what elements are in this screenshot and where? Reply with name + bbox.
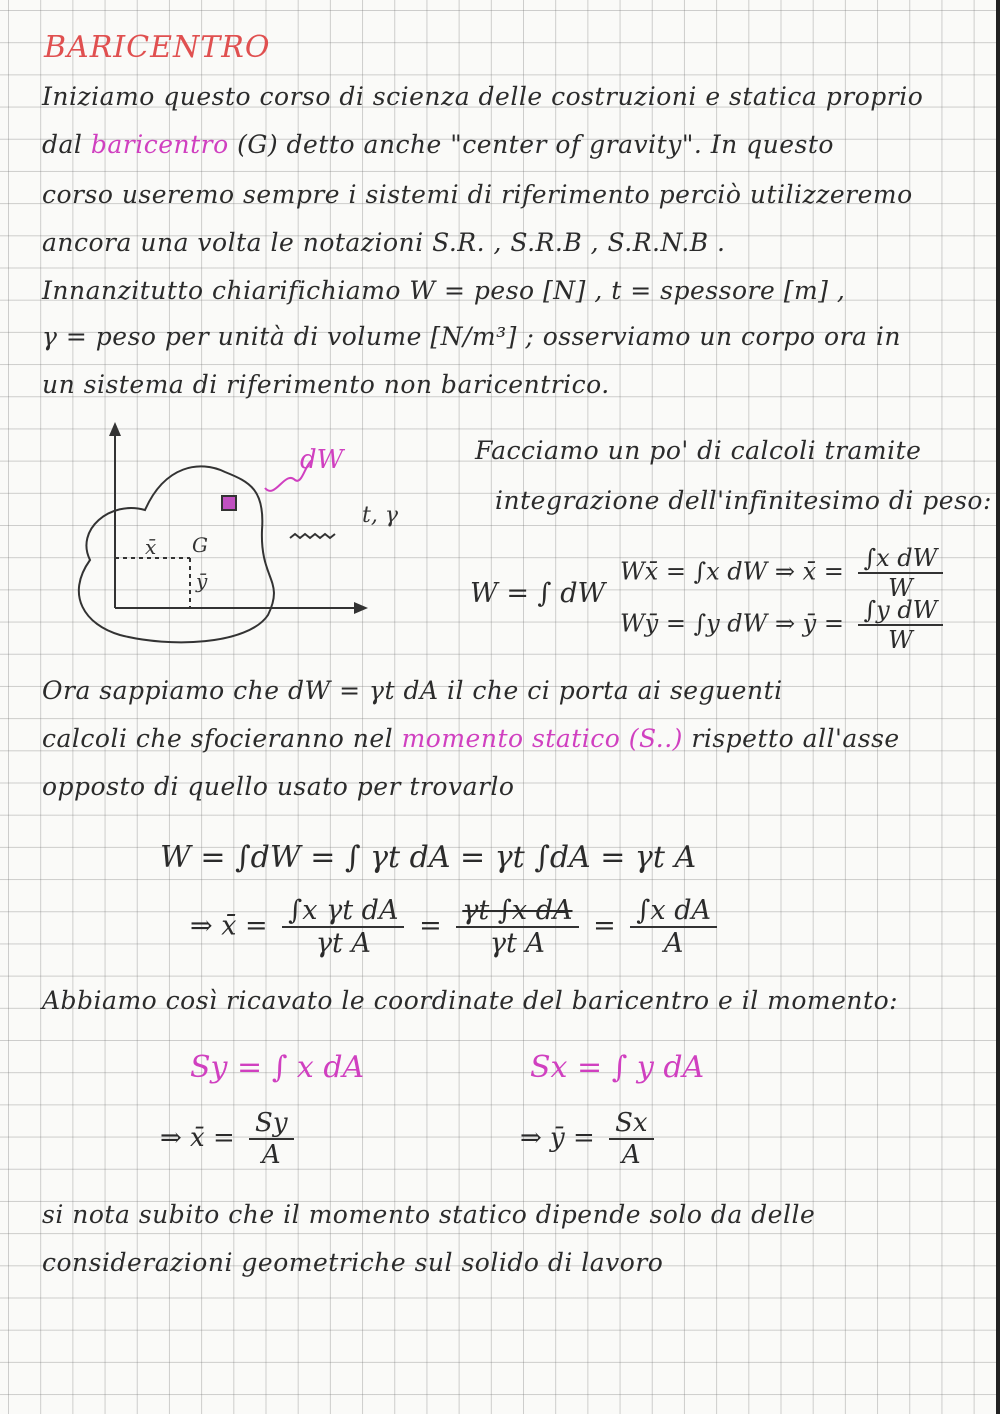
ybar-sx-den: A [621, 1140, 641, 1170]
momento-statico-term: momento statico (S..) [401, 724, 683, 753]
w-integral: W = ∫ dW [470, 578, 606, 609]
weight-equation: W = ∫dW = ∫ γt dA = γt ∫dA = γt A [160, 840, 697, 875]
xbar-frac-3-den: A [663, 928, 684, 959]
xbar-derivation-text: Wx̄ = ∫x dW ⇒ x̄ = [620, 557, 844, 586]
ybar-derivation-text: Wȳ = ∫y dW ⇒ ȳ = [620, 609, 844, 638]
ybar-denominator: W [888, 626, 913, 654]
intro-line-4: ancora una volta le notazioni S.R. , S.R.B , S.R.N.B . [42, 228, 726, 257]
xbar-label: x̄ [145, 535, 157, 559]
intro-line-2-b: (G) detto anche "center of gravity". In questo [237, 130, 834, 159]
ybar-label: ȳ [196, 569, 208, 593]
intro-line-7: un sistema di riferimento non baricentrico. [42, 370, 610, 399]
dw-label: dW [300, 445, 344, 475]
ybar-from-sx [520, 1108, 660, 1170]
body-outline [79, 466, 274, 642]
ybar-sx-num: Sx [609, 1108, 653, 1140]
xbar-sy-fraction [249, 1108, 294, 1170]
mid-line-3: opposto di quello usato per trovarlo [42, 772, 515, 801]
xbar-frac-1 [282, 895, 404, 959]
final-line-1: si nota subito che il momento statico dipende solo da delle [42, 1200, 816, 1229]
mid-line-2-a: calcoli che sfocieranno nel [42, 724, 394, 753]
sx-formula: Sx = ∫ y dA [530, 1050, 705, 1085]
xbar-frac-2 [456, 895, 578, 959]
mid-line-2-b: rispetto all'asse [691, 724, 900, 753]
result-line-1: Abbiamo così ricavato le coordinate del baricentro e il momento: [42, 986, 899, 1015]
ybar-derivation [620, 596, 949, 654]
sy-formula: Sy = ∫ x dA [190, 1050, 365, 1085]
xbar-denominator: W [888, 574, 913, 602]
xbar-fraction [858, 544, 944, 602]
side-line-2: integrazione dell'infinitesimo di peso: [495, 486, 992, 515]
side-line-1: Facciamo un po' di calcoli tramite [475, 436, 922, 465]
page-title: BARICENTRO [44, 30, 271, 65]
body-diagram [50, 410, 410, 660]
xbar-from-sy-text: ⇒ x̄ = [160, 1123, 235, 1153]
xbar-equation-arrow: ⇒ x̄ = [190, 910, 268, 942]
intro-line-2 [42, 130, 834, 159]
xbar-frac-2-den: γt A [489, 928, 545, 959]
final-line-2: considerazioni geometriche sul solido di lavoro [42, 1248, 664, 1277]
dw-element [222, 496, 236, 510]
intro-line-6: γ = peso per unità di volume [N/m³] ; osserviamo un corpo ora in [42, 322, 902, 351]
intro-line-5: Innanzitutto chiarifichiamo W = peso [N] , t = spessore [m] , [42, 276, 846, 305]
mid-line-2 [42, 724, 900, 753]
xbar-frac-1-den: γt A [315, 928, 371, 959]
g-label: G [192, 533, 208, 557]
mid-line-1: Ora sappiamo che dW = γt dA il che ci porta ai seguenti [42, 676, 783, 705]
intro-line-1: Iniziamo questo corso di scienza delle costruzioni e statica proprio [42, 82, 924, 111]
thickness-squiggle [290, 534, 335, 538]
xbar-sy-num: Sy [249, 1108, 294, 1140]
xbar-from-sy [160, 1108, 300, 1170]
ybar-numerator: ∫y dW [858, 596, 944, 626]
xbar-equation [190, 895, 723, 959]
ybar-from-sx-text: ⇒ ȳ = [520, 1123, 595, 1153]
ybar-sx-fraction [609, 1108, 653, 1170]
equals-sign-2: = [419, 910, 442, 942]
baricentro-term: baricentro [90, 130, 229, 159]
ybar-fraction [858, 596, 944, 654]
intro-line-2-a: dal [42, 130, 83, 159]
xbar-numerator: ∫x dW [858, 544, 944, 574]
xbar-frac-3 [630, 895, 717, 959]
xbar-frac-1-num: ∫x γt dA [282, 895, 404, 928]
intro-line-3: corso useremo sempre i sistemi di riferimento perciò utilizzeremo [42, 180, 913, 209]
equals-sign-3: = [593, 910, 616, 942]
t-gamma-label: t, γ [362, 503, 398, 528]
xbar-frac-2-num: γt ∫x dA [456, 895, 578, 928]
xbar-sy-den: A [261, 1140, 281, 1170]
xbar-frac-3-num: ∫x dA [630, 895, 717, 928]
xbar-derivation [620, 544, 949, 602]
